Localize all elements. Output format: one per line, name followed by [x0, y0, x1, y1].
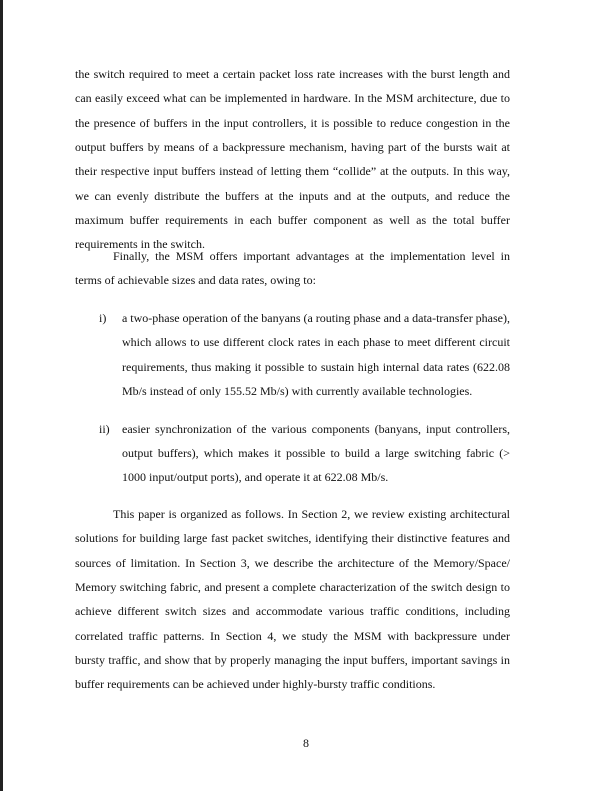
- text-line: correlated traffic patterns. In Section 4, we study the MSM with backpressure under: [75, 628, 510, 643]
- text-line: terms of achievable sizes and data rates, owing to:: [75, 273, 316, 288]
- text-line: solutions for building large fast packet switches, identifying their distinctive features and: [75, 531, 510, 546]
- text-line: 1000 input/output ports), and operate it at 622.08 Mb/s.: [122, 470, 389, 485]
- text-line: sources of limitation. In Section 3, we describe the architecture of the Memory/Space/: [75, 555, 510, 570]
- text-line: we can evenly distribute the buffers at the inputs and at the outputs, and reduce the: [75, 188, 510, 203]
- text-line: Finally, the MSM offers important advantages at the implementation level in: [113, 249, 510, 263]
- text-line: can easily exceed what can be implemented in hardware. In the MSM architecture, due to: [75, 91, 510, 106]
- scan-edge: [0, 0, 3, 791]
- text-line: easier synchronization of the various components (banyans, input controllers,: [122, 421, 510, 436]
- text-line: their respective input buffers instead of letting them “collide” at the outputs. In this way,: [75, 164, 510, 179]
- text-line: the presence of buffers in the input controllers, it is possible to reduce congestion in the: [75, 115, 510, 130]
- text-line: the switch required to meet a certain packet loss rate increases with the burst length and: [75, 67, 510, 81]
- text-line: Mb/s instead of only 155.52 Mb/s) with currently available technologies.: [122, 383, 473, 398]
- text-line: maximum buffer requirements in each buffer component as well as the total buffer: [75, 212, 510, 227]
- text-line: requirements in the switch.: [75, 237, 205, 252]
- text-line: Memory switching fabric, and present a complete characterization of the switch design to: [75, 579, 510, 594]
- text-line: a two-phase operation of the banyans (a routing phase and a data-transfer phase),: [122, 311, 510, 325]
- text-line: output buffers by means of a backpressure mechanism, having part of the bursts wait at: [75, 139, 510, 154]
- text-line: This paper is organized as follows. In Section 2, we review existing architectural: [113, 507, 510, 521]
- list-label: ii): [99, 421, 110, 436]
- text-line: buffer requirements can be achieved under highly-bursty traffic conditions.: [75, 677, 436, 692]
- text-line: achieve different switch sizes and accommodate various traffic conditions, including: [75, 604, 510, 619]
- text-line: output buffers), which makes it possible to build a large switching fabric (>: [122, 446, 510, 460]
- text-line: which allows to use different clock rates in each phase to meet different circuit: [122, 335, 510, 350]
- page-number: 8: [303, 736, 309, 750]
- text-line: bursty traffic, and show that by properly managing the input buffers, important savings in: [75, 652, 510, 667]
- list-label: i): [99, 311, 107, 325]
- text-line: requirements, thus making it possible to sustain high internal data rates (622.08: [122, 359, 510, 374]
